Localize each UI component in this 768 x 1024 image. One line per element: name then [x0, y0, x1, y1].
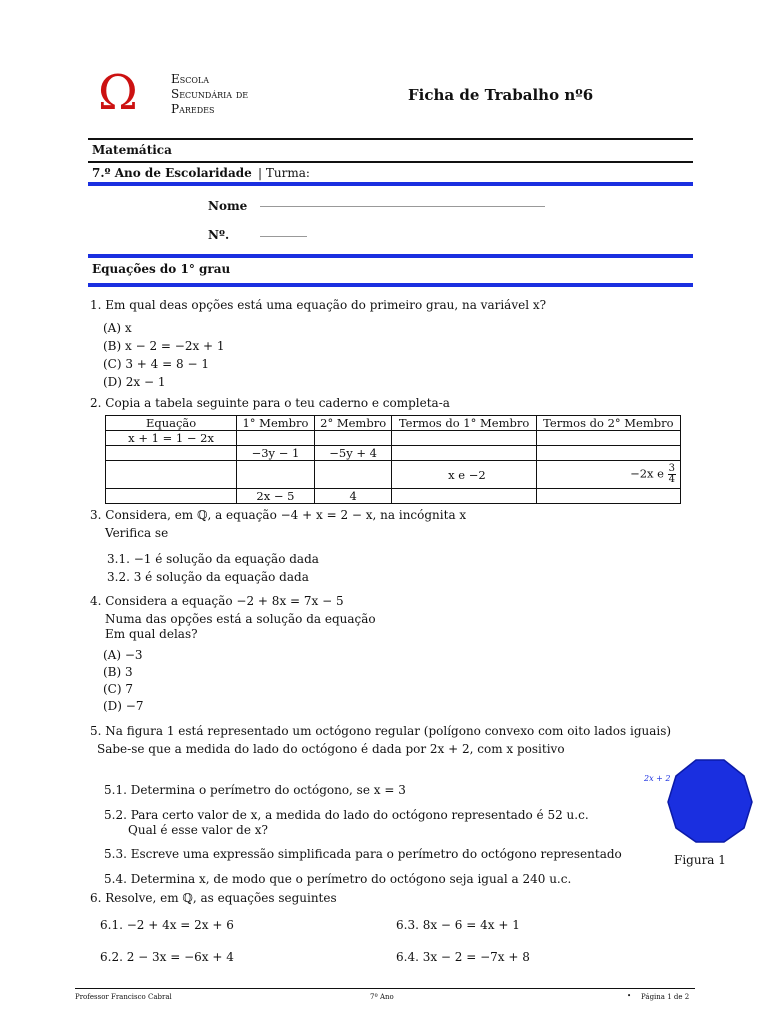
table-header: Termos do 2° Membro	[536, 416, 680, 431]
equation-item: 6.3. 8x − 6 = 4x + 1	[396, 918, 520, 932]
option: (A) x	[103, 321, 132, 335]
option: (C) 7	[103, 682, 133, 696]
table-row	[106, 489, 681, 504]
divider	[88, 138, 693, 140]
sub-question: 5.3. Escreve uma expressão simplificada para o perímetro do octógono representado	[104, 847, 622, 861]
sub-question: 3.1. −1 é solução da equação dada	[107, 552, 319, 566]
fraction	[668, 464, 676, 485]
table-cell	[237, 461, 315, 489]
table-cell: −3y − 1	[237, 446, 315, 461]
option: (C) 3 + 4 = 8 − 1	[103, 357, 209, 371]
table-cell: 4	[314, 489, 392, 504]
table-row	[106, 431, 681, 446]
sub-question: 5.2. Para certo valor de x, a medida do lado do octógono representado é 52 u.c.	[104, 808, 589, 822]
table-cell: x e −2	[392, 461, 536, 489]
table-cell	[392, 431, 536, 446]
table-cell	[392, 489, 536, 504]
table-cell	[314, 431, 392, 446]
school-logo: Ω	[98, 65, 138, 121]
table-cell	[536, 446, 680, 461]
table-header: 2° Membro	[314, 416, 392, 431]
question-3-sub: Verifica se	[105, 526, 169, 540]
option: (B) x − 2 = −2x + 1	[103, 339, 225, 353]
octagon-side-label: 2x + 2	[644, 774, 671, 783]
school-name-line: Paredes	[171, 102, 215, 116]
option: (D) 2x − 1	[103, 375, 166, 389]
table-cell: x + 1 = 1 − 2x	[106, 431, 237, 446]
octagon-shape	[668, 760, 752, 842]
equation-table	[105, 415, 681, 504]
equation-item: 6.4. 3x − 2 = −7x + 8	[396, 950, 530, 964]
number-label: Nº.	[208, 228, 230, 242]
option: (B) 3	[103, 665, 133, 679]
equation-item: 6.2. 2 − 3x = −6x + 4	[100, 950, 234, 964]
school-name-line: Secundária de	[171, 87, 249, 101]
table-cell	[392, 446, 536, 461]
school-name	[171, 72, 248, 117]
question-4-line: Numa das opções está a solução da equação	[105, 612, 376, 626]
footer-rule	[75, 988, 695, 989]
table-row	[106, 461, 681, 489]
table-cell	[314, 461, 392, 489]
question-4-line: Em qual delas?	[105, 627, 198, 641]
name-field-line[interactable]	[260, 206, 545, 207]
octagon-figure	[664, 758, 754, 844]
table-header: Termos do 1° Membro	[392, 416, 536, 431]
table-cell	[106, 461, 237, 489]
accent-divider	[88, 283, 693, 287]
number-field-line[interactable]	[260, 236, 307, 237]
sub-question: 5.4. Determina x, de modo que o perímetro do octógono seja igual a 240 u.c.	[104, 872, 572, 886]
figure-caption: Figura 1	[674, 853, 726, 867]
worksheet-title: Ficha de Trabalho nº6	[408, 86, 594, 104]
footer-page: Página 1 de 2	[641, 993, 690, 1001]
table-cell	[536, 461, 680, 489]
sub-question: Qual é esse valor de x?	[128, 823, 268, 837]
question-5-prompt: 5. Na figura 1 está representado um octógono regular (polígono convexo com oito lados iguais)	[90, 724, 672, 738]
question-4-options	[103, 647, 144, 715]
question-3-prompt: 3. Considera, em ℚ, a equação −4 + x = 2 − x, na incógnita x	[90, 508, 467, 522]
table-cell	[106, 446, 237, 461]
option: (D) −7	[103, 699, 144, 713]
divider	[88, 161, 693, 163]
question-1-options	[103, 319, 225, 391]
equation-item: 6.1. −2 + 4x = 2x + 6	[100, 918, 234, 932]
class-label: | Turma:	[258, 166, 310, 180]
table-cell: −5y + 4	[314, 446, 392, 461]
accent-divider	[88, 254, 693, 258]
footer-bullet: •	[627, 992, 632, 1000]
question-3-items	[107, 550, 319, 586]
table-cell	[237, 431, 315, 446]
table-row	[106, 446, 681, 461]
fraction-denominator: 4	[668, 474, 675, 485]
subject: Matemática	[92, 143, 172, 157]
school-name-line: Escola	[171, 72, 210, 86]
question-5-sub: Sabe-se que a medida do lado do octógono é dada por 2x + 2, com x positivo	[97, 742, 565, 756]
topic-title: Equações do 1° grau	[92, 262, 231, 276]
sub-question: 3.2. 3 é solução da equação dada	[107, 570, 309, 584]
question-4-prompt: 4. Considera a equação −2 + 8x = 7x − 5	[90, 594, 344, 608]
table-cell: 2x − 5	[237, 489, 315, 504]
grade-label: 7.º Ano de Escolaridade	[92, 166, 252, 180]
accent-divider	[88, 182, 693, 186]
footer-year: 7º Ano	[370, 993, 394, 1001]
table-header: Equação	[106, 416, 237, 431]
table-header-row	[106, 416, 681, 431]
table-header: 1° Membro	[237, 416, 315, 431]
fraction-numerator: 3	[668, 463, 675, 474]
name-label: Nome	[208, 199, 248, 213]
question-1-prompt: 1. Em qual deas opções está uma equação do primeiro grau, na variável x?	[90, 298, 547, 312]
question-4-lines	[105, 612, 376, 642]
footer-author: Professor Francisco Cabral	[75, 993, 172, 1001]
table-cell	[106, 489, 237, 504]
table-cell-text: −2x e	[630, 466, 664, 481]
question-2-prompt: 2. Copia a tabela seguinte para o teu caderno e completa-a	[90, 396, 450, 410]
sub-question: 5.1. Determina o perímetro do octógono, se x = 3	[104, 783, 406, 797]
question-6-prompt: 6. Resolve, em ℚ, as equações seguintes	[90, 891, 337, 905]
option: (A) −3	[103, 648, 143, 662]
table-cell	[536, 489, 680, 504]
table-cell	[536, 431, 680, 446]
